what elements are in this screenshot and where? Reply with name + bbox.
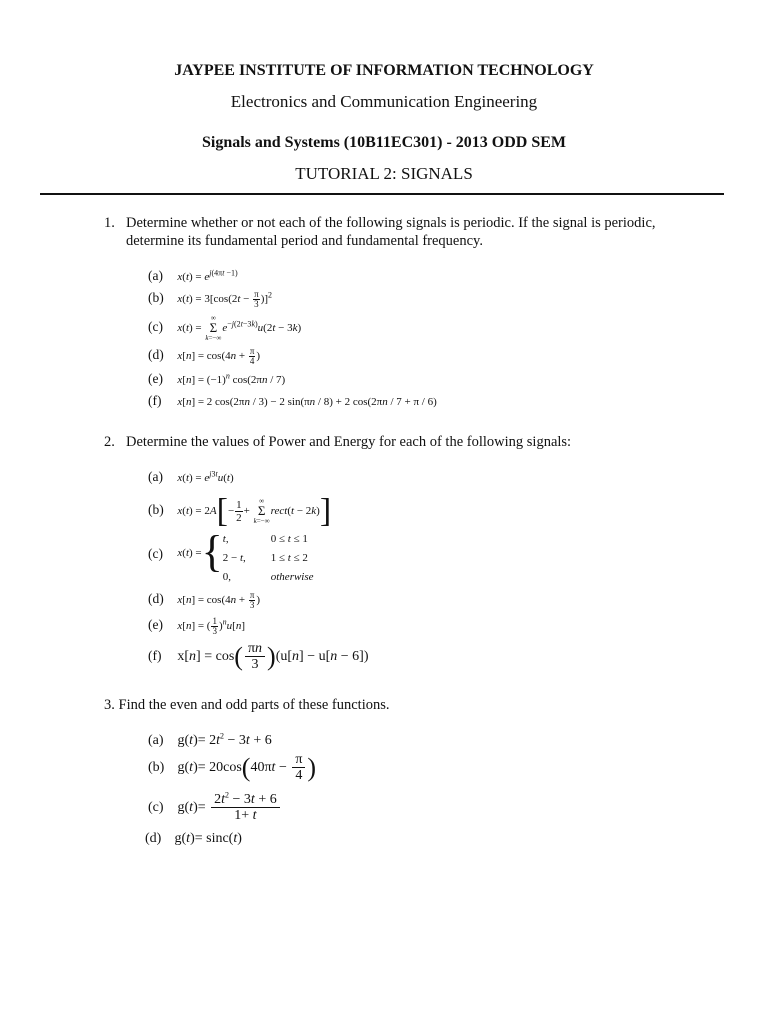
q2-formula-b: x(t) = 2A[− $\frac{1}{2}$ + ∞ Σ k=−∞ rect(t − 2k)] [177, 492, 332, 529]
q2-formula-f: x[n] = cos( $\frac{\pi n}{3}$ )(u[n] − u[n − 6]) [177, 641, 369, 672]
q2-label-f: (f) [148, 647, 162, 663]
q3-label-a: (a) [148, 733, 164, 748]
q1-text-line2: determine its fundamental period and fundamental frequency. [126, 233, 483, 249]
q3-label-c: (c) [148, 799, 164, 815]
q2-label-d: (d) [148, 591, 164, 607]
q3-label-d: (d) [145, 831, 162, 846]
q1-item-a [148, 268, 238, 284]
course-title: Signals and Systems (10B11EC301) - 2013 ODD SEM [201, 134, 567, 151]
q1-label-e: (e) [148, 371, 163, 386]
institute-name: JAYPEE INSTITUTE OF INFORMATION TECHNOLOGY [174, 62, 594, 79]
q1-item-f [148, 393, 437, 409]
q3-item-d [145, 831, 242, 847]
q2-text: Determine the values of Power and Energy for each of the following signals: [126, 434, 572, 450]
q1-label-f: (f) [148, 393, 162, 408]
q1-number: 1. [104, 215, 115, 231]
q1-formula-a: $x(t) = e^{j(4\pi t -1)}$ [177, 268, 238, 283]
q2-item-e [148, 617, 245, 636]
q2-item-b [148, 492, 331, 530]
q2-formula-d: x[n] = cos(4n + $\frac{\pi}{3}$ ) [177, 590, 261, 610]
q1-text-line1: Determine whether or not each of the following signals is periodic. If the signal is periodic, [126, 215, 656, 231]
q2-formula-e: x[n] = ( $\frac{1}{3}$ )$^n$u[n] [177, 616, 245, 636]
q1-formula-f: x[n] = 2 cos(2πn / 3) − 2 sin(πn / 8) + 2 cos(2πn / 7 + π / 6) [177, 396, 437, 408]
q1-item-d [148, 347, 260, 366]
q2-item-d [148, 591, 260, 610]
q2-number: 2. [104, 434, 115, 450]
tutorial-title: TUTORIAL 2: SIGNALS [295, 164, 473, 183]
q2-formula-c: x(t) ={t, 0 ≤ t ≤ 1 2 − t, 1 ≤ t ≤ 2 0, otherwise [177, 527, 314, 583]
q2-label-e: (e) [148, 617, 163, 633]
q3-label-b: (b) [148, 759, 165, 775]
q3-item-b [148, 752, 316, 783]
q3-formula-b: g(t)= 20cos(40πt − $\frac{\pi}{4}$ ) [177, 752, 317, 783]
q1-formula-d: x[n] = cos(4n + $\frac{\pi}{4}$ ) [177, 346, 261, 366]
q3-item-a [148, 733, 272, 749]
q2-label-b: (b) [148, 501, 164, 517]
q1-label-a: (a) [148, 268, 163, 283]
q2-item-c [148, 527, 314, 587]
q1-formula-b: x(t) = 3[cos(2t − $\frac{\pi}{3}$ )]$^2$ [177, 289, 273, 309]
department-name: Electronics and Communication Engineering [230, 92, 538, 111]
q1-item-c [148, 314, 301, 342]
q1-formula-e: $x[n] = (-1)^n$ cos(2πn / 7) [177, 371, 286, 386]
q2-label-c: (c) [148, 546, 163, 561]
q2-item-f [148, 641, 369, 672]
q2-label-a: (a) [148, 469, 163, 484]
q2-formula-a: $x(t) = e^{j3t}u(t)$ [177, 469, 234, 484]
q3-item-c [148, 792, 282, 823]
q1-item-b [148, 290, 272, 309]
q1-label-d: (d) [148, 347, 164, 363]
q2-item-a [148, 469, 234, 485]
q1-formula-c: x(t) = ∞ Σ k=−∞ $e^{-j(2t-3k)}u(2t - 3k)$ [177, 314, 302, 342]
q1-label-c: (c) [148, 318, 163, 334]
q3-formula-a: $g(t)= 2t^2 - 3t + 6$ [177, 731, 272, 748]
q1-label-b: (b) [148, 290, 164, 306]
q3-formula-c: g(t)= $\frac{2t^2 - 3t + 6}{1+ t}$ [178, 800, 282, 815]
header-divider [40, 193, 724, 195]
q3-formula-d: g(t)= sinc(t) [174, 831, 242, 846]
q3-text: 3. Find the even and odd parts of these functions. [104, 697, 390, 713]
q1-item-e [148, 371, 285, 387]
